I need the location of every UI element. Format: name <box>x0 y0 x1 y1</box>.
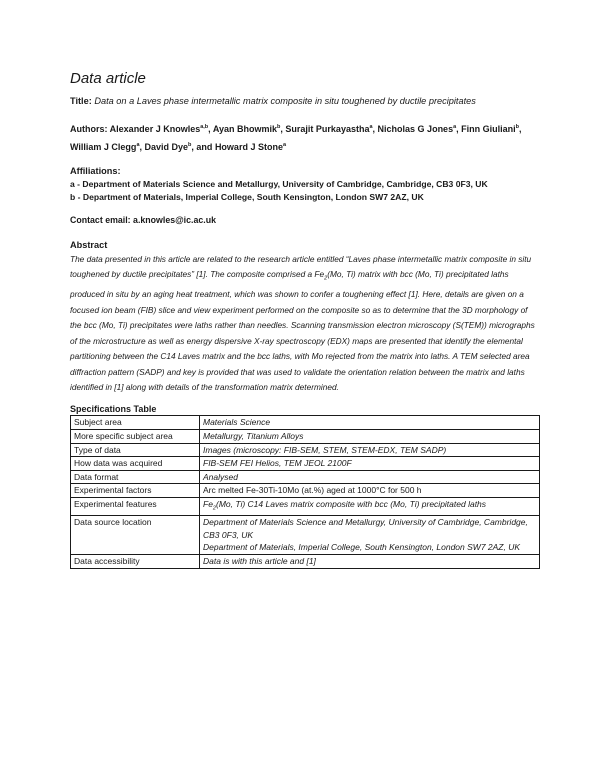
author-name: William J Clegg <box>70 142 137 152</box>
author-name: Finn Giuliani <box>461 124 516 134</box>
spec-key: Subject area <box>71 416 200 430</box>
author-separator: , <box>372 124 378 134</box>
author-affiliation-mark: a <box>136 142 140 148</box>
author <box>70 142 145 152</box>
author-name: Surajit Purkayastha <box>285 124 370 134</box>
specifications-table-title: Specifications Table <box>70 404 157 415</box>
spec-value <box>200 497 540 515</box>
spec-value: Metallurgy, Titanium Alloys <box>200 429 540 443</box>
spec-value: FIB-SEM FEI Helios, TEM JEOL 2100F <box>200 457 540 471</box>
affiliation-a: a - Department of Materials Science and Metallurgy, University of Cambridge, Cambridge, CB3 0F3, UK <box>70 179 488 189</box>
author <box>145 142 215 152</box>
document-page <box>70 70 540 569</box>
spec-key: Experimental features <box>71 497 200 515</box>
author-affiliation-mark: a <box>453 124 457 130</box>
table-row <box>71 443 540 457</box>
affiliation-b: b - Department of Materials, Imperial College, South Kensington, London SW7 2AZ, UK <box>70 192 424 202</box>
abstract-label: Abstract <box>70 240 108 250</box>
author-separator: , <box>208 124 213 134</box>
spec-value: Data is with this article and [1] <box>200 554 540 568</box>
author <box>110 124 213 134</box>
author-separator: , <box>456 124 462 134</box>
author <box>213 124 286 134</box>
author <box>215 142 286 152</box>
author <box>378 124 462 134</box>
spec-value-subscript: 2 <box>212 505 216 512</box>
abstract-subscript: 2 <box>324 276 328 283</box>
author-affiliation-mark: b <box>188 142 192 148</box>
spec-value: Analysed <box>200 470 540 484</box>
spec-value: Materials Science <box>200 416 540 430</box>
specifications-table <box>70 415 540 568</box>
table-row <box>71 484 540 498</box>
authors-label: Authors: <box>70 124 108 134</box>
table-row <box>71 554 540 568</box>
author-name: David Dye <box>144 142 189 152</box>
spec-value-pre: Fe <box>203 498 213 509</box>
table-row <box>71 516 540 555</box>
table-row <box>71 429 540 443</box>
spec-value-line-b: Department of Materials, Imperial College, South Kensington, London SW7 2AZ, UK <box>203 542 521 553</box>
author-list <box>70 119 540 155</box>
title-text: Data on a Laves phase intermetallic matrix composite in situ toughened by ductile precipitates <box>94 96 476 106</box>
author-name: Ayan Bhowmik <box>212 124 278 134</box>
author <box>461 124 521 134</box>
author-affiliation-mark: a <box>282 142 287 148</box>
spec-value: Arc melted Fe-30Ti-10Mo (at.%) aged at 1000°C for 500 h <box>200 484 540 498</box>
author-separator: , <box>280 124 286 134</box>
contact-email: Contact email: a.knowles@ic.ac.uk <box>70 215 216 225</box>
abstract-text <box>70 252 540 395</box>
spec-key: Type of data <box>71 443 200 457</box>
abstract-part-2: (Mo, Ti) matrix with bcc (Mo, Ti) precipitated laths produced in situ by an aging heat treatment, which was shown to confer a toughening effect [1]. Here, details are given on a focused ion beam (FIB) slice and view experiment performed on the composite so as to determine that the 3D morphology of the bcc (Mo, Ti) precipitates were laths rather than needles. Scanning transmission electron microscopy (S(TEM)) micrographs of the microstructure as well as energy dispersive X-ray spectroscopy (EDX) maps are presented that identify the elemental partitioning between the C14 Laves matrix and the bcc laths, with Mo rejected from the matrix into laths. A TEM selected area diffraction pattern (SADP) and key is provided that was used to validate the orientation relation between the matrix and laths identified in [1] along with details of the transformation matrix determined. <box>70 269 535 392</box>
spec-key: Data accessibility <box>71 554 200 568</box>
table-row <box>71 416 540 430</box>
author-separator: , <box>139 142 145 152</box>
table-row <box>71 497 540 515</box>
title-label: Title: <box>70 96 92 106</box>
table-row <box>71 457 540 471</box>
author-name: Howard J Stone <box>214 142 283 152</box>
spec-key: Data format <box>71 470 200 484</box>
spec-value-line-a: Department of Materials Science and Metallurgy, University of Cambridge, Cambridge, CB3 0F3, UK <box>203 517 528 540</box>
author-separator: , and <box>191 142 215 152</box>
abstract-part-1: The data presented in this article are related to the research article entitled “Laves phase intermetallic matrix composite in situ toughened by ductile precipitates” [1]. The composite comprised a Fe <box>70 254 532 280</box>
affiliations-label: Affiliations: <box>70 166 121 176</box>
author-separator: , <box>519 124 522 134</box>
author-affiliation-mark: b <box>277 124 281 130</box>
article-type-heading: Data article <box>70 70 146 87</box>
author-name: Alexander J Knowles <box>109 124 201 134</box>
author-affiliation-mark: a,b <box>200 124 209 130</box>
author-name: Nicholas G Jones <box>377 124 454 134</box>
spec-key: How data was acquired <box>71 457 200 471</box>
author-affiliation-mark: a <box>369 124 373 130</box>
table-row <box>71 470 540 484</box>
spec-value-post: (Mo, Ti) C14 Laves matrix composite with bcc (Mo, Ti) precipitated laths <box>215 498 487 509</box>
article-title <box>70 93 540 109</box>
author <box>285 124 377 134</box>
author-affiliation-mark: b <box>515 124 520 130</box>
spec-key: Data source location <box>71 516 200 555</box>
spec-value: Images (microscopy: FIB-SEM, STEM, STEM-EDX, TEM SADP) <box>200 443 540 457</box>
spec-key: More specific subject area <box>71 429 200 443</box>
spec-key: Experimental factors <box>71 484 200 498</box>
affiliations-block <box>70 165 540 204</box>
spec-value <box>200 516 540 555</box>
